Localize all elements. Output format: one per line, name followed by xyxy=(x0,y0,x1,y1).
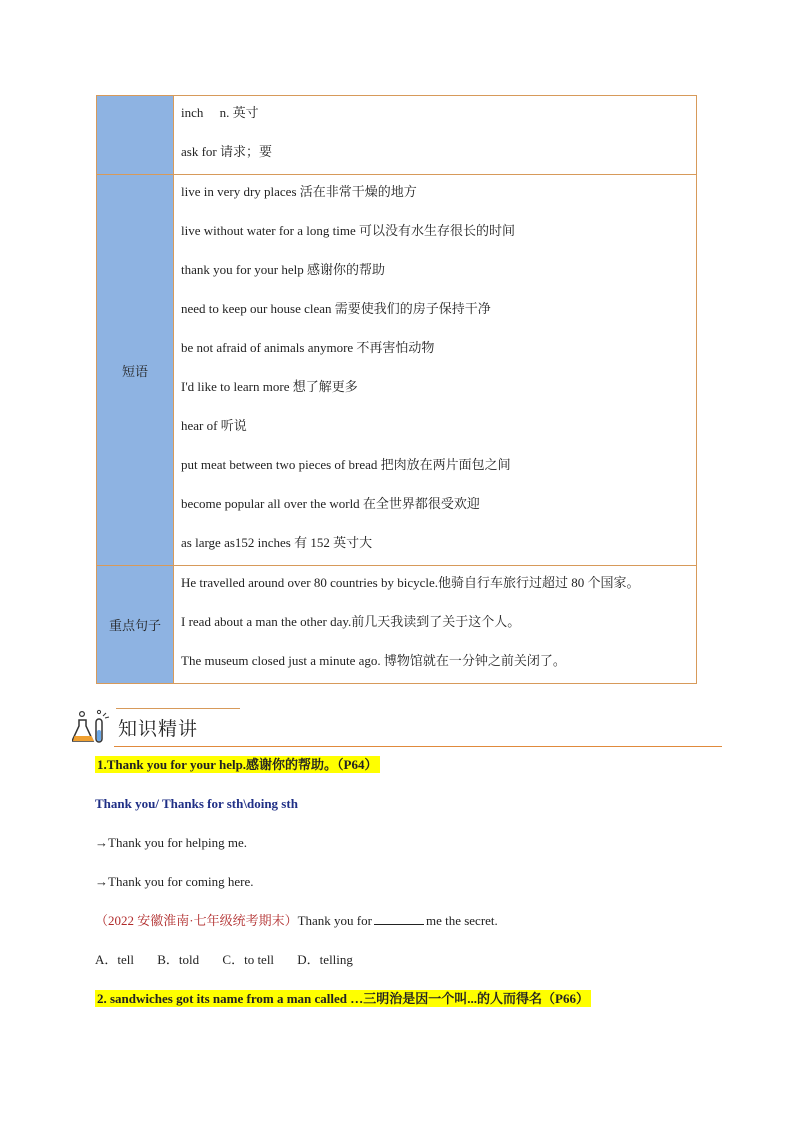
answer-blank xyxy=(374,912,424,925)
point-title: 1.Thank you for your help.感谢你的帮助。（P64） xyxy=(97,757,378,772)
entry: I'd like to learn more 想了解更多 xyxy=(181,379,358,394)
entry: He travelled around over 80 countries by bicycle.他骑自行车旅行过超过 80 个国家。 xyxy=(181,575,640,590)
content-cell xyxy=(174,175,697,566)
option-a: A．tell xyxy=(95,952,134,967)
entry: live in very dry places 活在非常干燥的地方 xyxy=(181,184,417,199)
table-row xyxy=(97,96,697,175)
vocab-table xyxy=(96,95,697,684)
section-title: 知识精讲 xyxy=(118,718,199,740)
option-d: D．telling xyxy=(297,952,353,967)
entry: as large as152 inches 有 152 英寸大 xyxy=(181,535,373,550)
content-cell xyxy=(174,96,697,175)
entry: put meat between two pieces of bread 把肉放在两片面包之间 xyxy=(181,457,511,472)
entry: hear of 听说 xyxy=(181,418,247,433)
sentence-pattern: Thank you/ Thanks for sth\doing sth xyxy=(95,796,298,811)
entry: I read about a man the other day.前几天我读到了关于这个人。 xyxy=(181,614,521,629)
content-cell xyxy=(174,566,697,684)
entry: inch n. 英寸 xyxy=(181,105,259,120)
entry: become popular all over the world 在全世界都很受欢迎 xyxy=(181,496,480,511)
option-b: B．told xyxy=(157,952,200,967)
heading-rule xyxy=(114,746,722,747)
question-source: （2022 安徽淮南·七年级统考期末） xyxy=(95,913,298,928)
option-c: C．to tell xyxy=(222,952,275,967)
example-sentence: →Thank you for helping me. xyxy=(95,835,247,850)
exercise-question xyxy=(95,909,715,948)
table-row xyxy=(97,566,697,684)
question-text: me the secret. xyxy=(425,913,498,928)
lab-flask-icon xyxy=(72,708,112,746)
heading-divider xyxy=(116,708,240,709)
table-row xyxy=(97,175,697,566)
question-text: Thank you for xyxy=(297,913,372,928)
entry: ask for 请求；要 xyxy=(181,144,272,159)
point-title: 2. sandwiches got its name from a man called …三明治是因一个叫...的人而得名（P66） xyxy=(97,991,589,1006)
entry: be not afraid of animals anymore 不再害怕动物 xyxy=(181,340,435,355)
category-cell: 短语 xyxy=(97,175,174,566)
example-sentence: →Thank you for coming here. xyxy=(95,874,254,889)
answer-options xyxy=(95,948,715,987)
section-heading xyxy=(70,706,722,748)
category-cell: 重点句子 xyxy=(97,566,174,684)
entry: need to keep our house clean 需要使我们的房子保持干净 xyxy=(181,301,491,316)
entry: thank you for your help 感谢你的帮助 xyxy=(181,262,386,277)
category-cell xyxy=(97,96,174,175)
entry: The museum closed just a minute ago. 博物馆就在一分钟之前关闭了。 xyxy=(181,653,566,668)
entry: live without water for a long time 可以没有水生存很长的时间 xyxy=(181,223,515,238)
knowledge-body xyxy=(95,753,715,1026)
